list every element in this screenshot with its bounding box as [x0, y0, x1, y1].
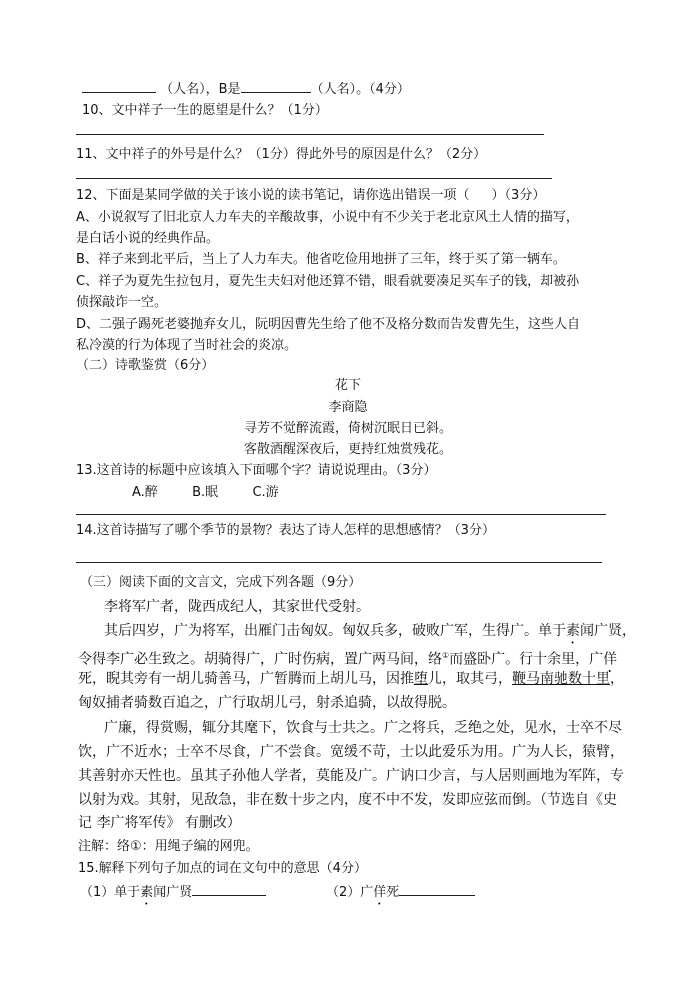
- q11-answer-rule[interactable]: [76, 178, 552, 179]
- section3-heading: （三）阅读下面的文言文，完成下列各题（9分）: [80, 575, 362, 590]
- q15-item-2-dotted-word: 佯: [373, 885, 387, 900]
- q14-answer-rule[interactable]: [76, 562, 602, 563]
- q13-question: 13.这首诗的标题中应该填入下面哪个字？请说说理由。（3分）: [76, 463, 437, 478]
- passage-dotted-word-su: 素: [566, 623, 580, 639]
- poem-line-1: 寻芳不觉醉流霞，倚树沉眠日已斜。: [243, 421, 452, 436]
- poem-title: 花下: [334, 378, 361, 393]
- q9-text-1: （人名），B是: [160, 82, 241, 97]
- passage-text: 而盛卧广。行十余里，广: [449, 651, 604, 668]
- q12-stem-score: ）（3分）: [491, 188, 546, 203]
- q13-option-a[interactable]: A.醉: [132, 485, 158, 500]
- q12-option-c-line1: C、祥子为夏先生拉包月，夏先生夫妇对他还算不错，眼看就要凑足买车子的钱，却被孙: [76, 274, 580, 289]
- section2-heading: （二）诗歌鉴赏（6分）: [76, 358, 215, 373]
- passage-text: 死，睨其旁有一胡儿骑善马，广暂腾而上胡儿马，因推: [78, 671, 414, 687]
- q13-option-b[interactable]: B.眠: [192, 485, 219, 500]
- q9-text-2: （人名）。（4分）: [310, 82, 410, 97]
- q9-answer-line: [82, 78, 410, 100]
- q15-item-2-text: 死: [386, 885, 400, 900]
- q15-item-2: [326, 881, 475, 908]
- q12-option-c-line2: 侦探敲诈一空。: [76, 295, 168, 310]
- passage-p3-line1: 广廉，得赏赐，辄分其麾下，饮食与士共之。广之将兵，乏绝之处，见水，士卒不尽: [104, 720, 622, 736]
- q10-answer-rule[interactable]: [76, 134, 544, 135]
- q15-item-1: [80, 881, 266, 908]
- q12-option-a-line1: A、小说叙写了旧北京人力车夫的辛酸故事，小说中有不少关于老北京风土人情的描写，: [76, 210, 579, 225]
- q12-stem-text: 12、下面是某同学做的关于该小说的读书笔记，请你选出错误一项（: [76, 188, 470, 203]
- passage-p2-line4: 匈奴捕者骑数百追之，广行取胡儿弓，射杀追骑，以故得脱。: [78, 695, 456, 711]
- passage-p3-line4: 以射为戏。其射，见敌急，非在数十步之内，度不中不发，发即应弦而倒。（节选自《史: [78, 792, 617, 808]
- q15-question: 15.解释下列句子加点的词在文句中的意思（4分）: [78, 861, 367, 876]
- q13-option-c[interactable]: C.游: [252, 485, 279, 500]
- q14-question: 14.这首诗描写了哪个季节的景物？表达了诗人怎样的思想感情？（3分）: [76, 523, 495, 538]
- q12-option-b: B、祥子来到北平后，当上了人力车夫。他省吃俭用地拼了三年，终于买了第一辆车。: [76, 252, 566, 267]
- passage-dotted-word-yang: 佯: [603, 651, 618, 668]
- passage-p2-line3: [78, 669, 624, 690]
- footnote-marker: ①: [442, 651, 450, 660]
- q13-answer-rule[interactable]: [76, 514, 606, 515]
- passage-text: 闻广贤，: [580, 623, 636, 639]
- passage-text: ，: [610, 671, 624, 687]
- passage-text: 儿，取其弓，: [428, 671, 512, 687]
- passage-underlined-sentence: 鞭马南驰数十里: [512, 671, 610, 687]
- q12-option-a-line2: 是白话小说的经典作品。: [76, 231, 220, 246]
- passage-p3-line5: 记 李广将军传》 有删改）: [78, 815, 241, 831]
- q12-option-d-line2: 私冷漠的行为体现了当时社会的炎凉。: [76, 338, 298, 353]
- q11-question: 11、文中祥子的外号是什么？（1分）得此外号的原因是什么？（2分）: [76, 147, 487, 162]
- q9-blank-b[interactable]: [241, 78, 311, 93]
- passage-p1: 李将军广者，陇西成纪人，其家世代受射。: [104, 599, 370, 615]
- q9-blank-a[interactable]: [82, 78, 156, 93]
- passage-p3-line3: 其善射亦天性也。虽其子孙他人学者，莫能及广。广讷口少言，与人居则画地为军阵，专: [78, 768, 624, 784]
- passage-underlined-duo: 堕: [414, 671, 428, 687]
- q15-item-1-text: 闻广贤: [153, 885, 193, 900]
- q15-item-2-text: （2）广: [326, 885, 374, 900]
- q12-stem: [76, 185, 545, 206]
- poem-line-2: 客散酒醒深夜后，更持红烛赏残花。: [243, 442, 452, 457]
- passage-text: 令得李广必生致之。胡骑得广，广时伤病，置广两马间，络: [78, 651, 442, 668]
- poem-author: 李商隐: [328, 400, 368, 415]
- q10-question: 10、文中祥子一生的愿望是什么？（1分）: [82, 103, 328, 118]
- q13-options: [132, 482, 279, 503]
- q15-item-1-dotted-word: 素: [140, 885, 154, 900]
- q15-item-1-blank[interactable]: [192, 881, 266, 896]
- q15-item-1-text: （1）单于: [80, 885, 141, 900]
- passage-p3-line2: 饮，广不近水；士卒不尽食，广不尝食。宽缓不苛，士以此爱乐为用。广为人长，猿臂，: [78, 744, 624, 760]
- footnote: 注解：络①：用绳子编的网兜。: [78, 839, 259, 854]
- q15-item-2-blank[interactable]: [399, 881, 475, 896]
- q12-option-d-line1: D、二强子踢死老婆抛弃女儿，阮明因曹先生给了他不及格分数而告发曹先生，这些人自: [76, 317, 581, 332]
- passage-text: 其后四岁，广为将军，出雁门击匈奴。匈奴兵多，破败广军，生得广。单于: [104, 623, 566, 639]
- passage-p2-line1: [104, 621, 636, 647]
